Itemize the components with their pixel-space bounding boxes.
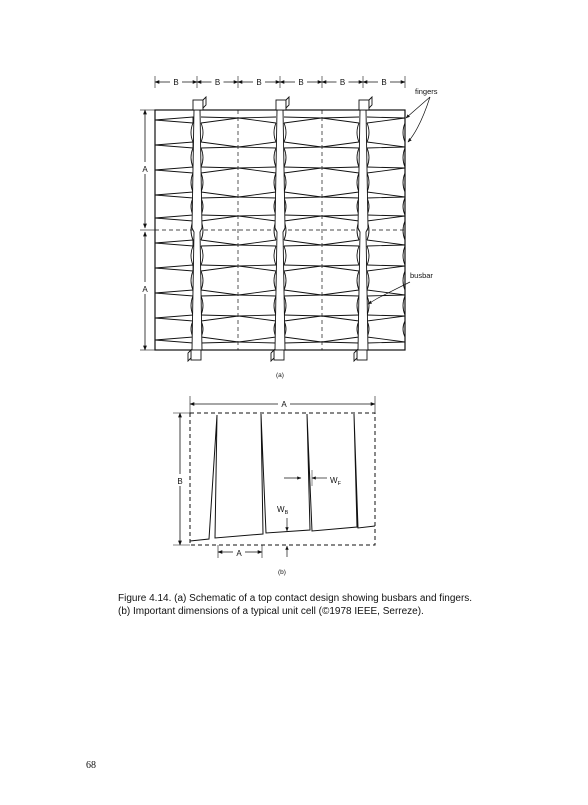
- label-wf: $W_F$: [330, 476, 341, 487]
- busbar-tab-top: [203, 97, 206, 108]
- panel-label-a: (a): [276, 372, 284, 379]
- callout-fingers-label: fingers: [415, 87, 438, 96]
- finger: [284, 315, 322, 321]
- finger: [239, 265, 277, 271]
- busbar-tab-bottom: [271, 350, 274, 361]
- finger: [239, 337, 277, 343]
- busbar-tab-top: [193, 100, 203, 110]
- finger: [322, 142, 360, 148]
- finger-edge: [367, 123, 369, 142]
- figure-a-schematic: [140, 76, 438, 379]
- finger: [201, 315, 239, 321]
- dimension-b-row: [155, 76, 405, 88]
- finger: [284, 265, 322, 271]
- finger: [239, 192, 277, 198]
- busbar: [358, 110, 368, 350]
- finger: [239, 142, 277, 148]
- finger: [367, 142, 405, 148]
- finger: [322, 215, 360, 221]
- dim-label-bottom-a: A: [236, 549, 242, 558]
- finger: [239, 117, 277, 123]
- dim-label-b: B: [256, 78, 262, 87]
- dim-label-a-lower: A: [142, 285, 148, 294]
- finger: [201, 142, 239, 148]
- finger: [284, 192, 322, 198]
- finger: [322, 265, 360, 271]
- finger: [284, 337, 322, 343]
- finger: [239, 240, 277, 246]
- finger-edge: [284, 123, 286, 142]
- busbar-tab-bottom: [274, 350, 284, 360]
- finger: [284, 290, 322, 296]
- finger: [155, 315, 193, 321]
- busbar-tab-top: [276, 100, 286, 110]
- dimension-a-column: [140, 110, 155, 350]
- page-number: 68: [86, 760, 96, 771]
- finger: [239, 215, 277, 221]
- finger-profile: [190, 414, 375, 541]
- finger: [201, 265, 239, 271]
- finger: [201, 215, 239, 221]
- finger: [367, 215, 405, 221]
- callout-busbar-label: busbar: [410, 271, 433, 280]
- finger: [155, 142, 193, 148]
- busbar-tab-bottom: [354, 350, 357, 361]
- caption-line-1: Figure 4.14. (a) Schematic of a top contact design showing busbars and fingers.: [118, 593, 473, 604]
- finger-edge: [367, 246, 369, 265]
- finger: [367, 167, 405, 173]
- figure-caption: [118, 593, 538, 618]
- busbar-tab-top: [359, 100, 369, 110]
- width-finger-marker: [284, 470, 342, 487]
- finger: [155, 117, 193, 123]
- label-wb: $W_B$: [277, 505, 289, 516]
- finger-edge: [274, 246, 276, 265]
- finger: [322, 192, 360, 198]
- finger: [155, 265, 193, 271]
- finger: [284, 215, 322, 221]
- finger: [201, 337, 239, 343]
- finger-edge: [357, 123, 359, 142]
- finger-edge: [274, 123, 276, 142]
- figure-b-unit-cell: [173, 396, 375, 576]
- finger: [322, 315, 360, 321]
- finger: [367, 337, 405, 343]
- finger-edge: [191, 246, 193, 265]
- finger: [322, 290, 360, 296]
- finger: [155, 290, 193, 296]
- busbar-tab-top: [286, 97, 289, 108]
- dim-label-b: B: [173, 78, 179, 87]
- finger: [239, 290, 277, 296]
- dim-label-top-a: A: [281, 400, 287, 409]
- callout-fingers: [406, 87, 438, 142]
- finger: [284, 167, 322, 173]
- callout-busbar: [368, 271, 433, 304]
- dim-label-b: B: [298, 78, 304, 87]
- dim-label-b: B: [381, 78, 387, 87]
- width-busbar-marker: [277, 505, 289, 557]
- finger-edge: [284, 246, 286, 265]
- finger: [155, 240, 193, 246]
- finger: [155, 337, 193, 343]
- finger: [322, 337, 360, 343]
- finger: [367, 290, 405, 296]
- dim-label-b: B: [214, 78, 221, 87]
- dim-label-b: B: [339, 78, 346, 87]
- caption-line-2: (b) Important dimensions of a typical unit cell (©1978 IEEE, Serreze).: [118, 605, 424, 617]
- finger: [239, 167, 277, 173]
- busbars-layer: [188, 97, 372, 361]
- dim-label-a-upper: A: [142, 165, 148, 174]
- finger-edge: [357, 246, 359, 265]
- finger-edge: [201, 123, 203, 142]
- finger: [322, 117, 360, 123]
- finger: [284, 142, 322, 148]
- finger: [201, 290, 239, 296]
- finger: [367, 265, 405, 271]
- finger: [201, 240, 239, 246]
- finger: [201, 167, 239, 173]
- finger: [201, 117, 239, 123]
- panel-label-b: (b): [278, 569, 286, 576]
- finger: [155, 167, 193, 173]
- finger-edge: [201, 246, 203, 265]
- busbar: [192, 110, 202, 350]
- busbar-tab-bottom: [357, 350, 367, 360]
- finger: [367, 240, 405, 246]
- busbar: [275, 110, 285, 350]
- finger: [367, 192, 405, 198]
- finger: [367, 315, 405, 321]
- finger: [155, 215, 193, 221]
- finger: [201, 192, 239, 198]
- finger: [322, 240, 360, 246]
- finger: [284, 240, 322, 246]
- busbar-tab-bottom: [191, 350, 201, 360]
- finger: [322, 167, 360, 173]
- finger: [239, 315, 277, 321]
- unit-cell-outline: [190, 413, 375, 545]
- finger: [284, 117, 322, 123]
- finger-edge: [191, 123, 193, 142]
- dim-label-side-b: B: [177, 477, 183, 486]
- finger: [155, 192, 193, 198]
- busbar-tab-top: [369, 97, 372, 108]
- finger: [367, 117, 405, 123]
